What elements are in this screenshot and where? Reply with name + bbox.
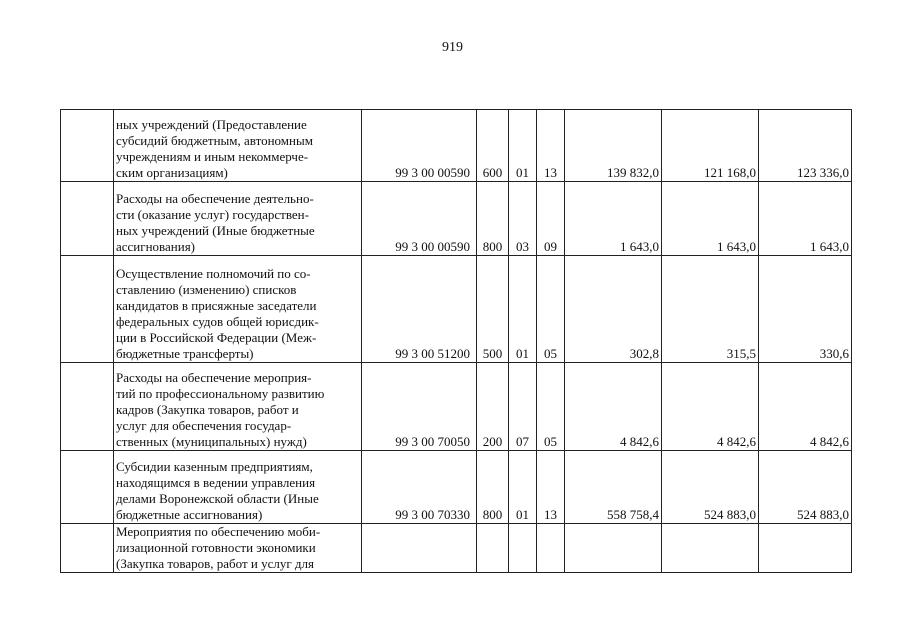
row-number-cell (61, 524, 114, 573)
amount-year3-cell: 4 842,6 (759, 363, 852, 451)
description-line: федеральных судов общей юрисдик- (116, 314, 319, 329)
subsection-cell: 13 (537, 451, 565, 524)
amount-year1-cell: 4 842,6 (565, 363, 662, 451)
description-line: лизационной готовности экономики (116, 540, 316, 555)
table-row (61, 524, 852, 573)
amount-year2-cell: 1 643,0 (662, 182, 759, 256)
expense-type-cell: 800 (477, 451, 509, 524)
target-code-cell: 99 3 00 00590 (362, 110, 477, 182)
amount-year3-cell: 524 883,0 (759, 451, 852, 524)
target-code-cell: 99 3 00 00590 (362, 182, 477, 256)
description-line: Субсидии казенным предприятиям, (116, 459, 313, 474)
row-number-cell (61, 451, 114, 524)
amount-year1-cell: 302,8 (565, 256, 662, 363)
amount-year3-cell: 1 643,0 (759, 182, 852, 256)
expense-type-cell: 500 (477, 256, 509, 363)
row-number-cell (61, 363, 114, 451)
amount-year1-cell: 1 643,0 (565, 182, 662, 256)
expense-type-cell: 800 (477, 182, 509, 256)
target-code-cell (362, 524, 477, 573)
page-number: 919 (442, 40, 463, 55)
description-line: ных учреждений (Иные бюджетные (116, 223, 315, 238)
description-cell (114, 451, 362, 524)
table-row (61, 182, 852, 256)
subsection-cell: 09 (537, 182, 565, 256)
section-cell: 07 (509, 363, 537, 451)
description-cell (114, 182, 362, 256)
description-line: кандидатов в присяжные заседатели (116, 298, 317, 313)
table-body (61, 110, 852, 573)
table-row (61, 451, 852, 524)
amount-year3-cell: 330,6 (759, 256, 852, 363)
description-line: кадров (Закупка товаров, работ и (116, 402, 299, 417)
description-line: услуг для обеспечения государ- (116, 418, 292, 433)
amount-year1-cell (565, 524, 662, 573)
section-cell: 01 (509, 256, 537, 363)
amount-year2-cell (662, 524, 759, 573)
description-line: бюджетные трансферты) (116, 346, 254, 361)
description-line: (Закупка товаров, работ и услуг для (116, 556, 314, 571)
amount-year2-cell: 4 842,6 (662, 363, 759, 451)
section-cell: 01 (509, 451, 537, 524)
description-line: учреждениям и иным некоммерче- (116, 149, 309, 164)
expense-type-cell: 600 (477, 110, 509, 182)
description-line: Осуществление полномочий по со- (116, 266, 311, 281)
amount-year2-cell: 524 883,0 (662, 451, 759, 524)
description-line: Расходы на обеспечение деятельно- (116, 191, 314, 206)
budget-table (60, 109, 852, 573)
description-line: Мероприятия по обеспечению моби- (116, 524, 321, 539)
description-line: ассигнования) (116, 239, 196, 254)
row-number-cell (61, 256, 114, 363)
subsection-cell: 05 (537, 256, 565, 363)
description-line: тий по профессиональному развитию (116, 386, 325, 401)
description-cell (114, 256, 362, 363)
description-line: бюджетные ассигнования) (116, 507, 263, 522)
amount-year2-cell: 121 168,0 (662, 110, 759, 182)
subsection-cell (537, 524, 565, 573)
section-cell: 01 (509, 110, 537, 182)
expense-type-cell (477, 524, 509, 573)
target-code-cell: 99 3 00 70050 (362, 363, 477, 451)
expense-type-cell: 200 (477, 363, 509, 451)
row-number-cell (61, 182, 114, 256)
target-code-cell: 99 3 00 70330 (362, 451, 477, 524)
table-row (61, 363, 852, 451)
target-code-cell: 99 3 00 51200 (362, 256, 477, 363)
description-cell (114, 110, 362, 182)
amount-year1-cell: 139 832,0 (565, 110, 662, 182)
subsection-cell: 05 (537, 363, 565, 451)
description-cell (114, 524, 362, 573)
table-row (61, 256, 852, 363)
description-line: ставлению (изменению) списков (116, 282, 297, 297)
subsection-cell: 13 (537, 110, 565, 182)
description-line: Расходы на обеспечение мероприя- (116, 370, 312, 385)
description-line: сти (оказание услуг) государствен- (116, 207, 309, 222)
description-line: делами Воронежской области (Иные (116, 491, 319, 506)
amount-year3-cell (759, 524, 852, 573)
description-line: субсидий бюджетным, автономным (116, 133, 313, 148)
description-line: находящимся в ведении управления (116, 475, 316, 490)
section-cell: 03 (509, 182, 537, 256)
description-line: ции в Российской Федерации (Меж- (116, 330, 317, 345)
section-cell (509, 524, 537, 573)
amount-year1-cell: 558 758,4 (565, 451, 662, 524)
description-line: ных учреждений (Предоставление (116, 117, 307, 132)
description-line: ским организациям) (116, 165, 228, 180)
amount-year2-cell: 315,5 (662, 256, 759, 363)
amount-year3-cell: 123 336,0 (759, 110, 852, 182)
description-line: ственных (муниципальных) нужд) (116, 434, 307, 449)
description-cell (114, 363, 362, 451)
table-row (61, 110, 852, 182)
row-number-cell (61, 110, 114, 182)
